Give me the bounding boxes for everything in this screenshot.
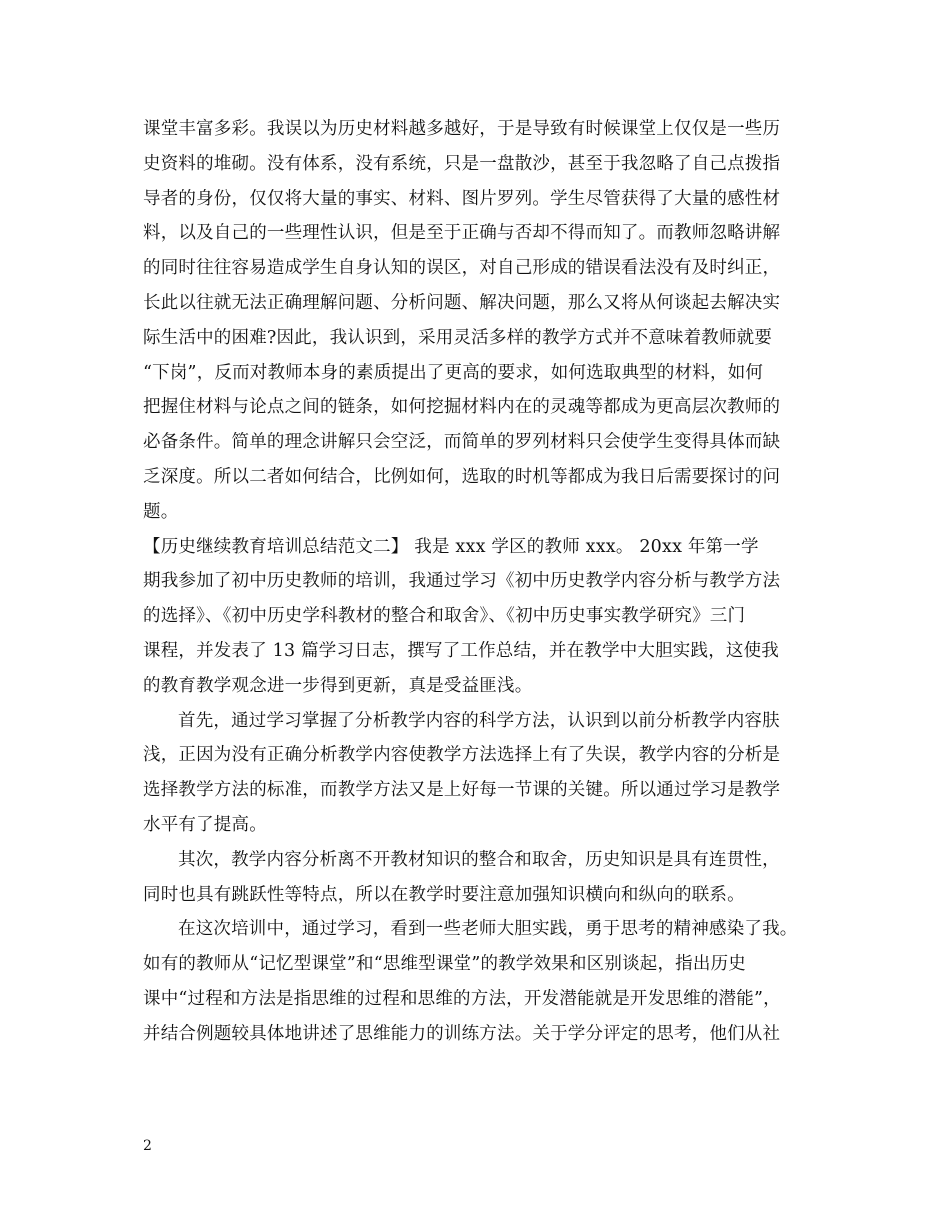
text-line: 课程，并发表了 13 篇学习日志，撰写了工作总结，并在教学中大胆实践，这使我 <box>143 640 779 661</box>
text-line: 导者的身份，仅仅将大量的事实、材料、图片罗列。学生尽管获得了大量的感性材 <box>143 188 781 209</box>
text-line: 其次，教学内容分析离不开教材知识的整合和取舍，历史知识是具有连贯性， <box>178 849 780 870</box>
text-line: 课堂丰富多彩。我误以为历史材料越多越好，于是导致有时候课堂上仅仅是一些历 <box>143 119 781 139</box>
text-line: 浅，正因为没有正确分析教学内容使教学方法选择上有了失误，教学内容的分析是 <box>143 745 781 766</box>
text-line: 必备条件。简单的理念讲解只会空泛，而简单的罗列材料只会使学生变得具体而缺 <box>143 432 781 453</box>
text-line: 同时也具有跳跃性等特点，所以在教学时要注意加强知识横向和纵向的联系。 <box>143 884 745 905</box>
text-line: 际生活中的困难?因此，我认识到，采用灵活多样的教学方式并不意味着教师就要 <box>143 327 773 348</box>
text-line: 料，以及自己的一些理性认识，但是至于正确与否却不得而知了。而教师忽略讲解 <box>143 223 781 244</box>
body-text <box>143 112 828 1052</box>
text-line: 乏深度。所以二者如何结合，比例如何，选取的时机等都成为我日后需要探讨的问 <box>143 466 781 487</box>
text-line: 的同时往往容易造成学生自身认知的误区，对自己形成的错误看法没有及时纠正， <box>143 258 781 279</box>
text-line: 选择教学方法的标准，而教学方法又是上好每一节课的关键。所以通过学习是教学 <box>143 780 781 801</box>
text-line: 长此以往就无法正确理解问题、分析问题、解决问题，那么又将从何谈起去解决实 <box>143 292 781 313</box>
text-line: 题。 <box>143 501 179 522</box>
text-line: 【历史继续教育培训总结范文二】 我是 xxx 学区的教师 xxx。 20xx 年第一学 <box>143 536 759 557</box>
text-line: 在这次培训中，通过学习，看到一些老师大胆实践，勇于思考的精神感染了我。 <box>178 919 798 940</box>
text-line: 的选择》、《初中历史学科教材的整合和取舍》、《初中历史事实教学研究》三门 <box>143 606 746 627</box>
text-line: 首先，通过学习掌握了分析教学内容的科学方法，认识到以前分析教学内容肤 <box>178 710 780 731</box>
text-line: 的教育教学观念进一步得到更新，真是受益匪浅。 <box>143 675 533 696</box>
text-line: 并结合例题较具体地讲述了思维能力的训练方法。关于学分评定的思考，他们从社 <box>143 1023 781 1044</box>
text-line: “下岗”，反而对教师本身的素质提出了更高的要求，如何选取典型的材料，如何 <box>143 362 764 383</box>
text-line: 把握住材料与论点之间的链条，如何挖掘材料内在的灵魂等都成为更高层次教师的 <box>143 397 781 418</box>
page-number: 2 <box>143 1138 152 1154</box>
text-line: 如有的教师从“记忆型课堂”和“思维型课堂”的教学效果和区别谈起，指出历史 <box>143 954 746 975</box>
text-line: 期我参加了初中历史教师的培训，我通过学习《初中历史教学内容分析与教学方法 <box>143 571 781 592</box>
text-line: 水平有了提高。 <box>143 814 267 835</box>
text-line: 课中“过程和方法是指思维的过程和思维的方法，开发潜能就是开发思维的潜能”， <box>143 988 781 1009</box>
text-line: 史资料的堆砌。没有体系，没有系统，只是一盘散沙，甚至于我忽略了自己点拨指 <box>143 153 781 174</box>
